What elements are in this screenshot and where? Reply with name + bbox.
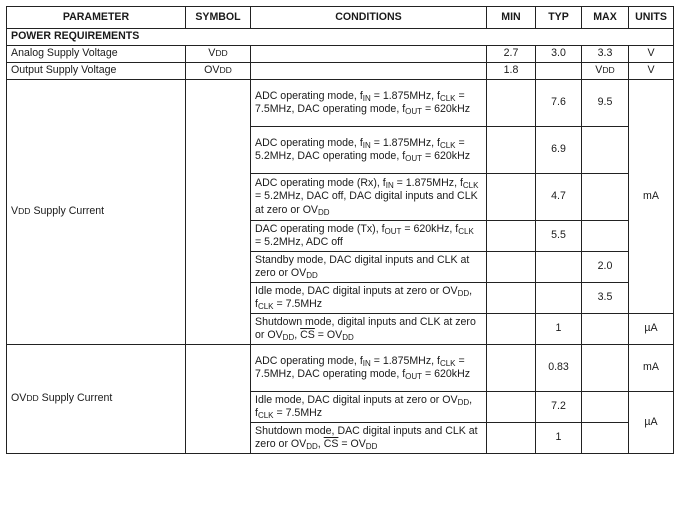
param-output-supply-voltage: Output Supply Voltage <box>7 63 186 80</box>
condition-text: Idle mode, DAC digital inputs at zero or $OV_{DD}$, $f_{CLK} = 7.5MHz$ <box>251 392 487 423</box>
typ-value: 1 <box>536 314 582 345</box>
min-empty <box>487 392 536 423</box>
min-empty <box>487 127 536 174</box>
typ-value: 3.0 <box>536 46 582 63</box>
condition-text: ADC operating mode, $f_{IN} = 1.875MHz$, $f_{CLK} = 5.2MHz$, DAC operating mode, $f_{OUT} = 620kHz$ <box>251 127 487 174</box>
min-empty <box>487 345 536 392</box>
table-row-output-supply <box>7 63 674 80</box>
max-value: 2.0 <box>582 252 629 283</box>
min-value: 2.7 <box>487 46 536 63</box>
param-rest: Supply Current <box>38 392 113 405</box>
param-ovdd-supply-current <box>7 345 186 454</box>
conditions-empty <box>251 63 487 80</box>
units-value: V <box>629 63 674 80</box>
symbol-sub: DD <box>219 65 232 76</box>
condition-text: ADC operating mode, $f_{IN} = 1.875MHz$, $f_{CLK} = 7.5MHz$, DAC operating mode, $f_{OUT} = 620kHz$ <box>251 80 487 127</box>
param-rest: Supply Current <box>30 205 105 218</box>
condition-text: DAC operating mode (Tx), $f_{OUT} = 620kHz$, $f_{CLK} = 5.2MHz$, ADC off <box>251 221 487 252</box>
symbol-empty <box>186 345 251 454</box>
typ-value: 1 <box>536 423 582 454</box>
typ-value: 5.5 <box>536 221 582 252</box>
header-row <box>7 7 674 29</box>
typ-value: 6.9 <box>536 127 582 174</box>
param-sub: DD <box>18 206 31 217</box>
header-min: MIN <box>487 7 536 29</box>
min-empty <box>487 80 536 127</box>
max-empty <box>582 392 629 423</box>
condition-text: Standby mode, DAC digital inputs and CLK at zero or $OV_{DD}$ <box>251 252 487 283</box>
typ-value: 7.2 <box>536 392 582 423</box>
max-value <box>582 63 629 80</box>
typ-empty <box>536 252 582 283</box>
max-value: 9.5 <box>582 80 629 127</box>
param-main: V <box>11 205 19 218</box>
condition-text: Shutdown mode, digital inputs and CLK at zero or $OV_{DD}$, $\overline{CS} = OV_{DD}$ <box>251 314 487 345</box>
header-symbol: SYMBOL <box>186 7 251 29</box>
units-ma: mA <box>629 80 674 314</box>
condition-text: ADC operating mode, $f_{IN} = 1.875MHz$, $f_{CLK} = 7.5MHz$, DAC operating mode, $f_{OUT} = 620kHz$ <box>251 345 487 392</box>
table-row-analog-supply <box>7 46 674 63</box>
max-sub: DD <box>602 65 615 76</box>
max-empty <box>582 314 629 345</box>
power-requirements-table <box>6 6 674 454</box>
min-empty <box>487 283 536 314</box>
max-main: V <box>595 64 603 77</box>
max-empty <box>582 127 629 174</box>
typ-value: 4.7 <box>536 174 582 221</box>
max-value: 3.5 <box>582 283 629 314</box>
max-value: 3.3 <box>582 46 629 63</box>
section-row <box>7 29 674 46</box>
min-value: 1.8 <box>487 63 536 80</box>
symbol-ovdd <box>186 63 251 80</box>
header-units: UNITS <box>629 7 674 29</box>
param-main: OV <box>11 392 27 405</box>
param-vdd-supply-current <box>7 80 186 345</box>
section-title: POWER REQUIREMENTS <box>7 29 674 46</box>
header-conditions: CONDITIONS <box>251 7 487 29</box>
typ-value: 0.83 <box>536 345 582 392</box>
symbol-main: V <box>208 47 216 60</box>
typ-empty <box>536 63 582 80</box>
units-ma: mA <box>629 345 674 392</box>
min-empty <box>487 314 536 345</box>
header-max: MAX <box>582 7 629 29</box>
condition-text: Shutdown mode, DAC digital inputs and CLK at zero or $OV_{DD}$, $\overline{CS} = OV_{DD}$ <box>251 423 487 454</box>
symbol-sub: DD <box>215 48 228 59</box>
units-ua: µA <box>629 314 674 345</box>
table-row-vdd-c1 <box>7 80 674 127</box>
symbol-vdd <box>186 46 251 63</box>
min-empty <box>487 221 536 252</box>
min-empty <box>487 423 536 454</box>
max-empty <box>582 221 629 252</box>
units-value: V <box>629 46 674 63</box>
typ-value: 7.6 <box>536 80 582 127</box>
condition-text: Idle mode, DAC digital inputs at zero or $OV_{DD}$, $f_{CLK} = 7.5MHz$ <box>251 283 487 314</box>
table-row-ovdd-c1 <box>7 345 674 392</box>
max-empty <box>582 345 629 392</box>
param-sub: DD <box>26 393 39 404</box>
min-empty <box>487 174 536 221</box>
conditions-empty <box>251 46 487 63</box>
units-ua: µA <box>629 392 674 454</box>
max-empty <box>582 423 629 454</box>
max-empty <box>582 174 629 221</box>
param-analog-supply-voltage: Analog Supply Voltage <box>7 46 186 63</box>
header-typ: TYP <box>536 7 582 29</box>
symbol-empty <box>186 80 251 345</box>
condition-text: ADC operating mode (Rx), $f_{IN} = 1.875MHz$, $f_{CLK} = 5.2MHz$, DAC off, DAC digital inputs and CLK at zero or $OV_{DD}$ <box>251 174 487 221</box>
typ-empty <box>536 283 582 314</box>
header-parameter: PARAMETER <box>7 7 186 29</box>
symbol-main: OV <box>204 64 220 77</box>
min-empty <box>487 252 536 283</box>
